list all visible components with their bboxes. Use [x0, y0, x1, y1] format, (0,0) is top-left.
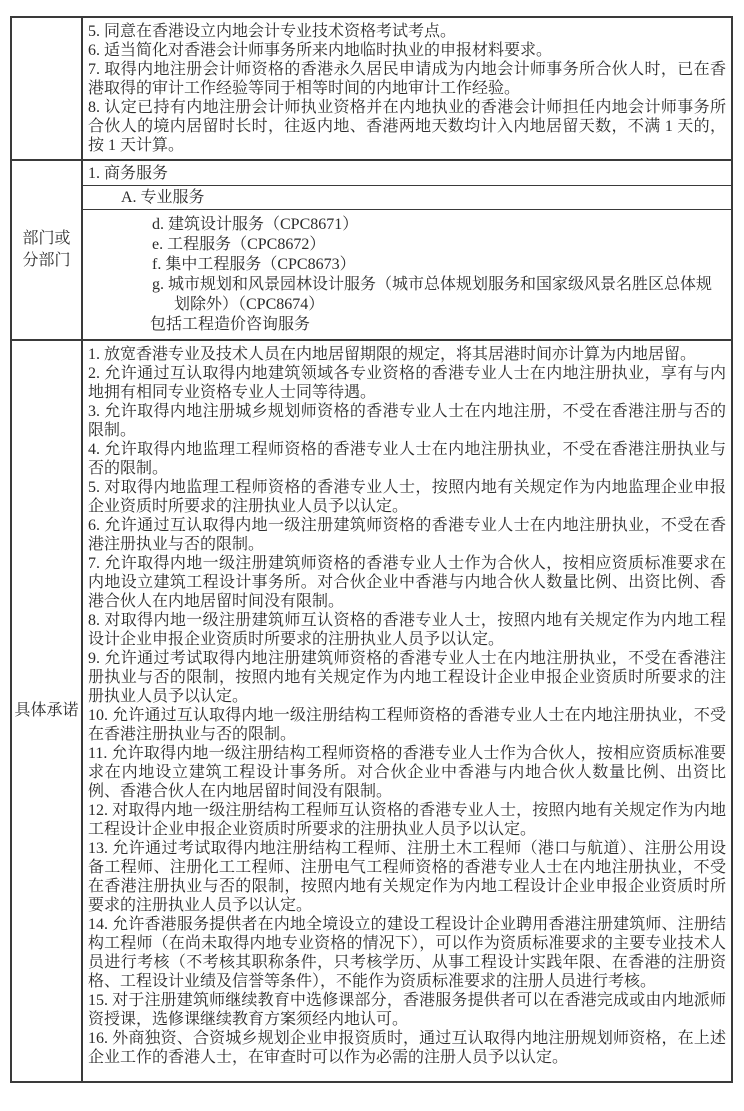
cepa-commitments-table: [10, 16, 733, 1083]
commitment-item-5: 5. 对取得内地监理工程师资格的香港专业人士，按照内地有关规定作为内地监理企业申报企业资质时所要求的注册执业人员予以认定。: [88, 479, 726, 515]
row-label-empty-cell: [12, 18, 83, 159]
commitment-item-8: 8. 对取得内地一级注册建筑师互认资格的香港专业人士，按照内地有关规定作为内地工程设计企业申报企业资质时所要求的注册执业人员予以认定。: [88, 612, 726, 648]
service-item-e: e. 工程服务（CPC8672）: [152, 236, 326, 253]
accounting-item-7: 7. 取得内地注册会计师资格的香港永久居民申请成为内地会计师事务所合伙人时，已在香港取得的审计工作经验等同于相等时间的内地审计工作经验。: [88, 61, 726, 97]
commitment-item-14: 14. 允许香港服务提供者在内地全境设立的建设工程设计企业聘用香港注册建筑师、注册结构工程师（在尚未取得内地专业资格的情况下），可以作为资质标准要求的主要专业技术人员进行考核（不考核其职称条件，只考核学历、从事工程设计实践年限、在香港的注册资格、工程设计业绩及信誉等条件），不能作为资质标准要求的注册人员进行考核。: [88, 916, 726, 990]
commitment-item-7: 7. 允许取得内地一级注册建筑师资格的香港专业人士作为合伙人，按相应资质标准要求在内地设立建筑工程设计事务所。对合伙企业中香港与内地合伙人数量比例、出资比例、香港合伙人在内地居留时间没有限制。: [88, 555, 726, 610]
table-row-commitments: [12, 339, 731, 1081]
services-subrow: [83, 209, 731, 339]
service-item-g: g. 城市规划和风景园林设计服务（城市总体规划服务和国家级风景名胜区总体规划除外）（CPC8674）: [152, 276, 713, 313]
accounting-item-8: 8. 认定已持有内地注册会计师执业资格并在内地执业的香港会计师担任内地会计师事务所合伙人的境内居留时长时，往返内地、香港两地天数均计入内地居留天数，不满 1 天的，按 1 天计算。: [88, 99, 726, 154]
commitment-item-3: 3. 允许取得内地注册城乡规划师资格的香港专业人士在内地注册，不受在香港注册与否的限制。: [88, 403, 726, 439]
commitments-row-label-cell: [12, 341, 83, 1081]
commitment-item-15: 15. 对于注册建筑师继续教育中选修课部分，香港服务提供者可以在香港完成或由内地派师资授课，选修课继续教育方案须经内地认可。: [88, 992, 726, 1028]
commitment-item-16: 16. 外商独资、合资城乡规划企业申报资质时，通过互认取得内地注册规划师资格，在上述企业工作的香港人士，在审查时可以作为必需的注册人员予以认定。: [88, 1030, 726, 1066]
sector-content-cell: [83, 161, 731, 339]
accounting-items-cell: [83, 18, 731, 159]
commitments-items-cell: [83, 341, 731, 1081]
sector-row-label: 部门或分部门: [22, 230, 71, 269]
commitment-item-2: 2. 允许通过互认取得内地建筑领域各专业资格的香港专业人士在内地注册执业，享有与内地拥有相同专业资格专业人士同等待遇。: [88, 365, 726, 401]
accounting-item-5: 5. 同意在香港设立内地会计专业技术资格考试考点。: [88, 23, 457, 40]
commitment-item-12: 12. 对取得内地一级注册结构工程师互认资格的香港专业人士，按照内地有关规定作为内地工程设计企业申报企业资质时所要求的注册执业人员予以认定。: [88, 802, 726, 838]
services-note: 包括工程造价咨询服务: [150, 316, 311, 333]
subsector-name: A. 专业服务: [121, 189, 205, 206]
commitment-item-1: 1. 放宽香港专业及技术人员在内地居留期限的规定，将其居港时间亦计算为内地居留。: [88, 346, 697, 363]
subsector-subrow: [83, 185, 731, 209]
commitment-item-4: 4. 允许取得内地监理工程师资格的香港专业人士在内地注册执业，不受在香港注册执业与否的限制。: [88, 441, 726, 477]
accounting-item-6: 6. 适当简化对香港会计师事务所来内地临时执业的申报材料要求。: [88, 42, 553, 59]
commitment-item-10: 10. 允许通过互认取得内地一级注册结构工程师资格的香港专业人士在内地注册执业，不受在香港注册执业与否的限制。: [88, 707, 726, 743]
sector-row-label-cell: [12, 161, 83, 339]
commitment-item-13: 13. 允许通过考试取得内地注册结构工程师、注册土木工程师（港口与航道）、注册公用设备工程师、注册化工工程师、注册电气工程师资格的香港专业人士在内地注册执业，不受在香港注册执业与否的限制，按照内地有关规定作为内地工程设计企业申报企业资质时所要求的注册执业人员予以认定。: [88, 840, 726, 914]
commitment-item-11: 11. 允许取得内地一级注册结构工程师资格的香港专业人士作为合伙人，按相应资质标准要求在内地设立建筑工程设计事务所。对合伙企业中香港与内地合伙人数量比例、出资比例、香港合伙人在内地居留时间没有限制。: [88, 745, 726, 800]
commitments-row-label: 具体承诺: [14, 702, 79, 719]
sector-subrow: [83, 161, 731, 185]
commitment-item-9: 9. 允许通过考试取得内地注册建筑师资格的香港专业人士在内地注册执业，不受在香港注册执业与否的限制，按照内地有关规定作为内地工程设计企业申报企业资质时所要求的注册执业人员予以认定。: [88, 650, 726, 705]
service-item-f: f. 集中工程服务（CPC8673）: [152, 256, 356, 273]
commitment-item-6: 6. 允许通过互认取得内地一级注册建筑师资格的香港专业人士在内地注册执业，不受在香港注册执业与否的限制。: [88, 517, 726, 553]
sector-name: 1. 商务服务: [88, 164, 169, 182]
table-row-accounting-continuation: [12, 18, 731, 159]
service-item-d: d. 建筑设计服务（CPC8671）: [152, 216, 359, 233]
table-row-sector: [12, 159, 731, 339]
